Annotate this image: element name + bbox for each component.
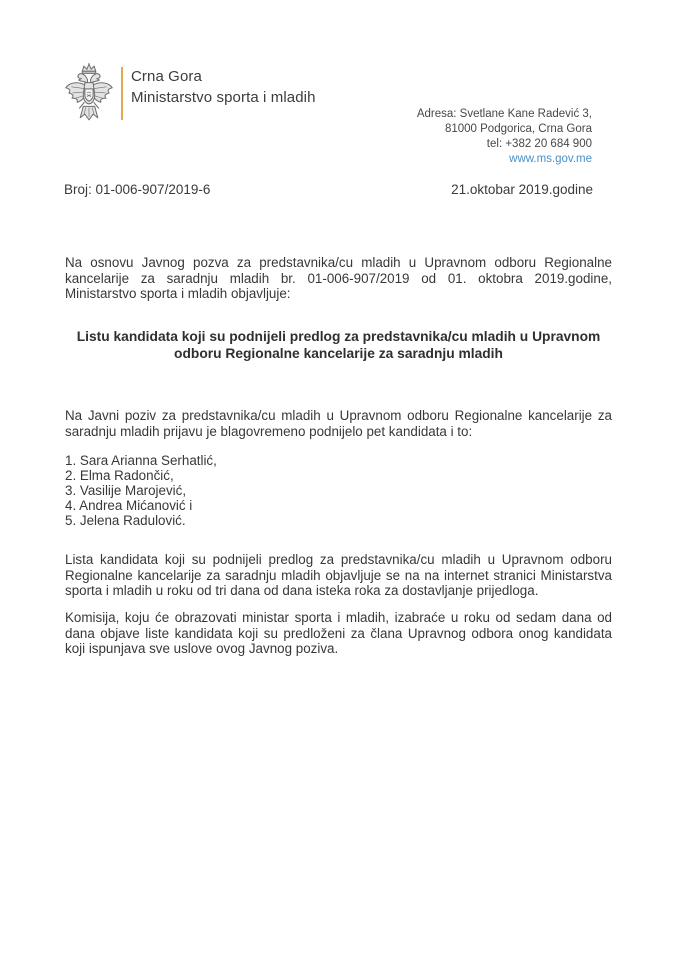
document-date: 21.oktobar 2019.godine [451, 182, 593, 197]
commission-paragraph: Komisija, koju će obrazovati ministar sporta i mladih, izabraće u roku od sedam dana od dana objave liste kandidata koji su predloženi za člana Upravnog odbora onog kandidata koji ispunjava sve uslove ovog Javnog poziva. [65, 610, 612, 657]
applicants-paragraph: Na Javni poziv za predstavnika/cu mladih u Upravnom odboru Regionalne kancelarije za saradnju mladih prijavu je blagovremeno podnijelo pet kandidata i to: [65, 408, 612, 439]
candidate-item: 3. Vasilije Marojević, [65, 483, 187, 498]
intro-paragraph: Na osnovu Javnog pozva za predstavnika/cu mladih u Upravnom odboru Regionalne kancelarije za saradnju mladih br. 01-006-907/2019 od 01. oktobra 2019.godine, Ministarstvo sporta i mladih objavljuje: [65, 255, 612, 302]
country-name: Crna Gora [131, 68, 202, 85]
address-line: 81000 Podgorica, Crna Gora [444, 123, 592, 135]
address-block [417, 107, 592, 167]
publication-paragraph: Lista kandidata koji su podnijeli predlog za predstavnika/cu mladih u Upravnom odboru Regionalne kancelarije za saradnju mladih objavljuje se na na internet stranici Ministarstva sporta i mladih u roku od tri dana od dana isteka roka za dostavljanje prijedloga. [65, 552, 612, 599]
candidate-item: 5. Jelena Radulović. [65, 513, 186, 528]
phone-line: tel: +382 20 684 900 [486, 138, 592, 150]
address-line: Adresa: Svetlane Kane Radević 3, [416, 108, 592, 120]
candidate-item: 2. Elma Radončić, [65, 468, 174, 483]
website-link[interactable]: www.ms.gov.me [509, 153, 592, 165]
ministry-name: Ministarstvo sporta i mladih [131, 89, 316, 106]
candidate-item: 4. Andrea Mićanović i [65, 498, 193, 513]
reference-number: Broj: 01-006-907/2019-6 [64, 182, 211, 197]
coat-of-arms-icon [63, 63, 115, 125]
document-title: Listu kandidata koji su podnijeli predlog za predstavnika/cu mladih u Upravnom odboru Regionalne kancelarije za saradnju mladih [76, 329, 601, 361]
header-divider [121, 67, 123, 120]
candidate-list [65, 453, 612, 528]
candidate-item: 1. Sara Arianna Serhatlić, [65, 453, 217, 468]
ministry-block [131, 66, 316, 108]
